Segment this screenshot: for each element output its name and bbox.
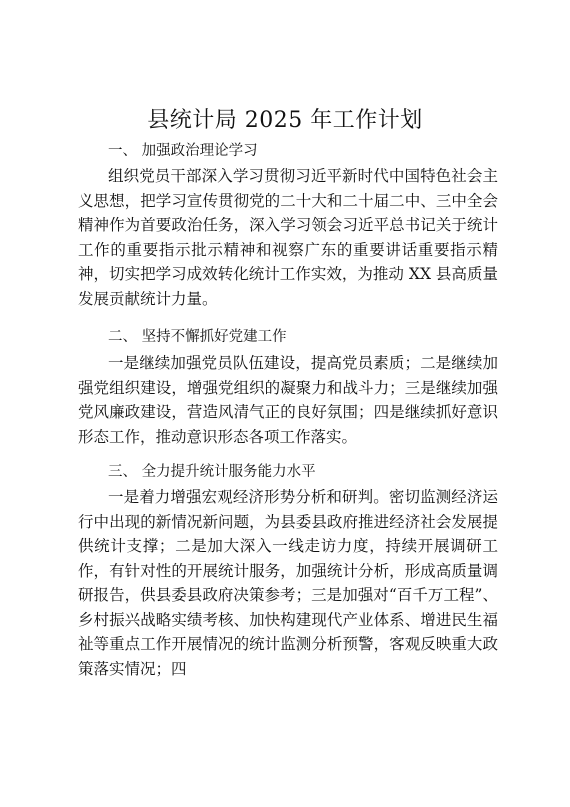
section-heading-party-building: 二、 坚持不懈抓好党建工作 bbox=[108, 329, 287, 345]
section-heading-political-study: 一、 加强政治理论学习 bbox=[108, 143, 258, 159]
section-body-party-building: 一是继续加强党员队伍建设，提高党员素质；二是继续加强党组织建设，增强党组织的凝聚力和战斗力；三是继续加强党风廉政建设，营造风清气正的良好氛围；四是继续抓好意识形态工作，推动意识形态各项工作落实。 bbox=[78, 354, 498, 446]
section-body-statistical-service: 一是着力增强宏观经济形势分析和研判。密切监测经济运行中出现的新情况新问题，为县委县政府推进经济社会发展提供统计支撑；二是加大深入一线走访力度，持续开展调研工作，有针对性的开展统计服务，加强统计分析，形成高质量调研报告，供县委县政府决策参考；三是加强对“百千万工程”、乡村振兴战略实绩考核、加快构建现代产业体系、增进民生福祉等重点工作开展情况的统计监测分析预警，客观反映重大政策落实情况；四 bbox=[78, 488, 498, 678]
document-title: 县统计局 2025 年工作计划 bbox=[147, 108, 423, 133]
section-body-political-study: 组织党员干部深入学习贯彻习近平新时代中国特色社会主义思想，把学习宣传贯彻党的二十大和二十届二中、三中全会精神作为首要政治任务，深入学习领会习近平总书记关于统计工作的重要指示批示精神和视察广东的重要讲话重要指示精神，切实把学习成效转化统计工作实效，为推动 XX 县高质量发展贡献统计力量。 bbox=[78, 167, 498, 308]
section-heading-statistical-service: 三、 全力提升统计服务能力水平 bbox=[108, 464, 316, 480]
